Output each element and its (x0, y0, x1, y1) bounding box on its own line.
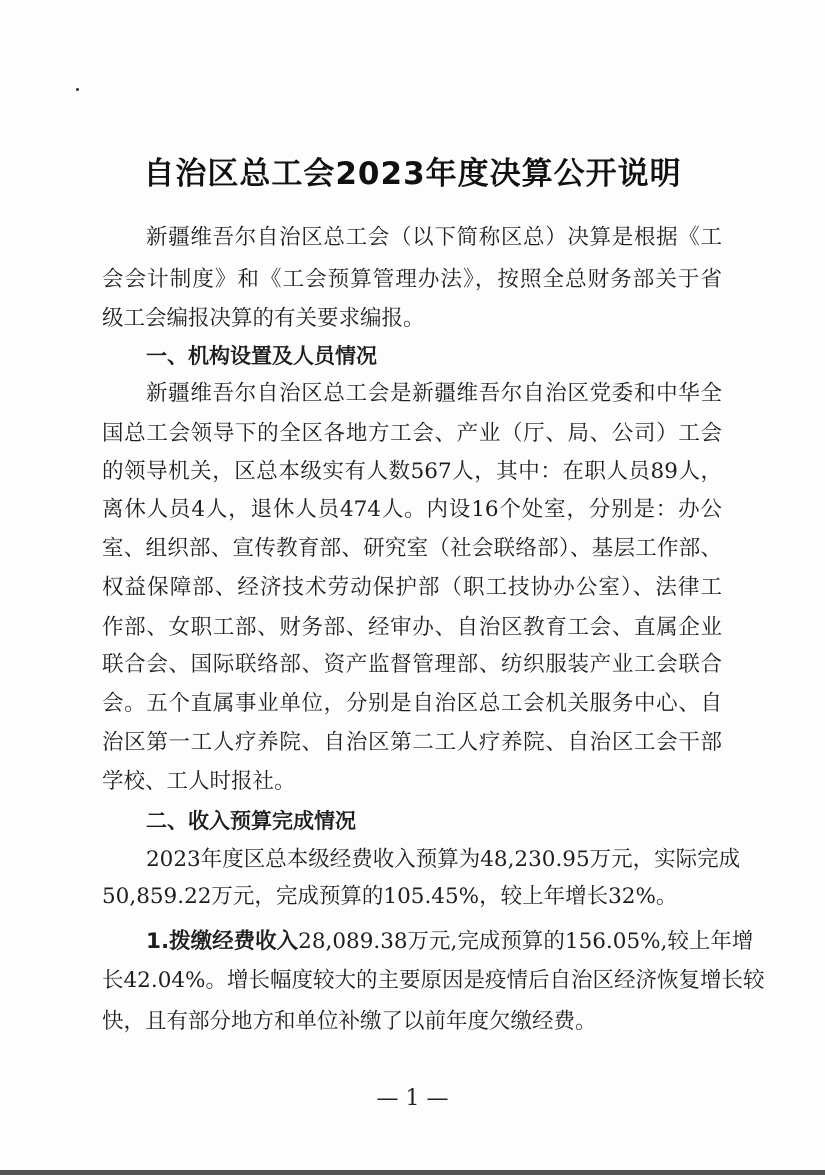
intro-line-2: 会会计制度》和《工会预算管理办法》，按照全总财务部关于省 (102, 267, 722, 292)
intro-line-1: 新疆维吾尔自治区总工会（以下简称区总）决算是根据《工 (146, 225, 722, 250)
section1-line-11: 学校、工人时报社。 (102, 769, 296, 794)
section1-line-8: 联合会、国际联络部、资产监督管理部、纺织服装产业工会联合 (102, 652, 722, 677)
section1-line-9: 会。五个直属事业单位，分别是自治区总工会机关服务中心、自 (102, 691, 722, 716)
scan-bottom-edge (0, 1170, 825, 1175)
section1-line-6: 权益保障部、经济技术劳动保护部（职工技协办公室）、法律工 (102, 575, 722, 600)
section1-line-1: 新疆维吾尔自治区总工会是新疆维吾尔自治区党委和中华全 (146, 381, 722, 406)
section2-item1-line-2: 长42.04%。增长幅度较大的主要原因是疫情后自治区经济恢复增长较 (102, 968, 765, 993)
section1-line-7: 作部、女职工部、财务部、经审办、自治区教育工会、直属企业 (102, 615, 722, 640)
section1-line-2: 国总工会领导下的全区各地方工会、产业（厅、局、公司）工会 (102, 421, 722, 446)
section1-line-3: 的领导机关，区总本级实有人数567人，其中：在职人员89人， (102, 459, 722, 484)
section1-line-4: 离休人员4人，退休人员474人。内设16个处室，分别是：办公 (102, 497, 722, 522)
section-heading-2: 二、收入预算完成情况 (146, 809, 356, 833)
section2-item1-line-3: 快，且有部分地方和单位补缴了以前年度欠缴经费。 (102, 1009, 597, 1034)
section2-line-1: 2023年度区总本级经费收入预算为48,230.95万元，实际完成 (146, 847, 741, 872)
section1-line-10: 治区第一工人疗养院、自治区第二工人疗养院、自治区工会干部 (102, 730, 722, 755)
intro-line-3: 级工会编报决算的有关要求编报。 (102, 306, 425, 331)
scan-speck (76, 88, 79, 91)
page-title: 自治区总工会2023年度决算公开说明 (143, 156, 682, 192)
section2-item1-line-1 (146, 926, 754, 958)
page-number: — 1 — (376, 1086, 449, 1111)
section1-line-5: 室、组织部、宣传教育部、研究室（社会联络部）、基层工作部、 (102, 536, 722, 561)
item1-text: 28,089.38万元,完成预算的156.05%,较上年增 (298, 929, 754, 954)
item1-label: 1.拨缴经费收入 (146, 929, 299, 954)
section2-line-2: 50,859.22万元，完成预算的105.45%，较上年增长32%。 (102, 884, 678, 909)
section-heading-1: 一、机构设置及人员情况 (146, 344, 377, 368)
